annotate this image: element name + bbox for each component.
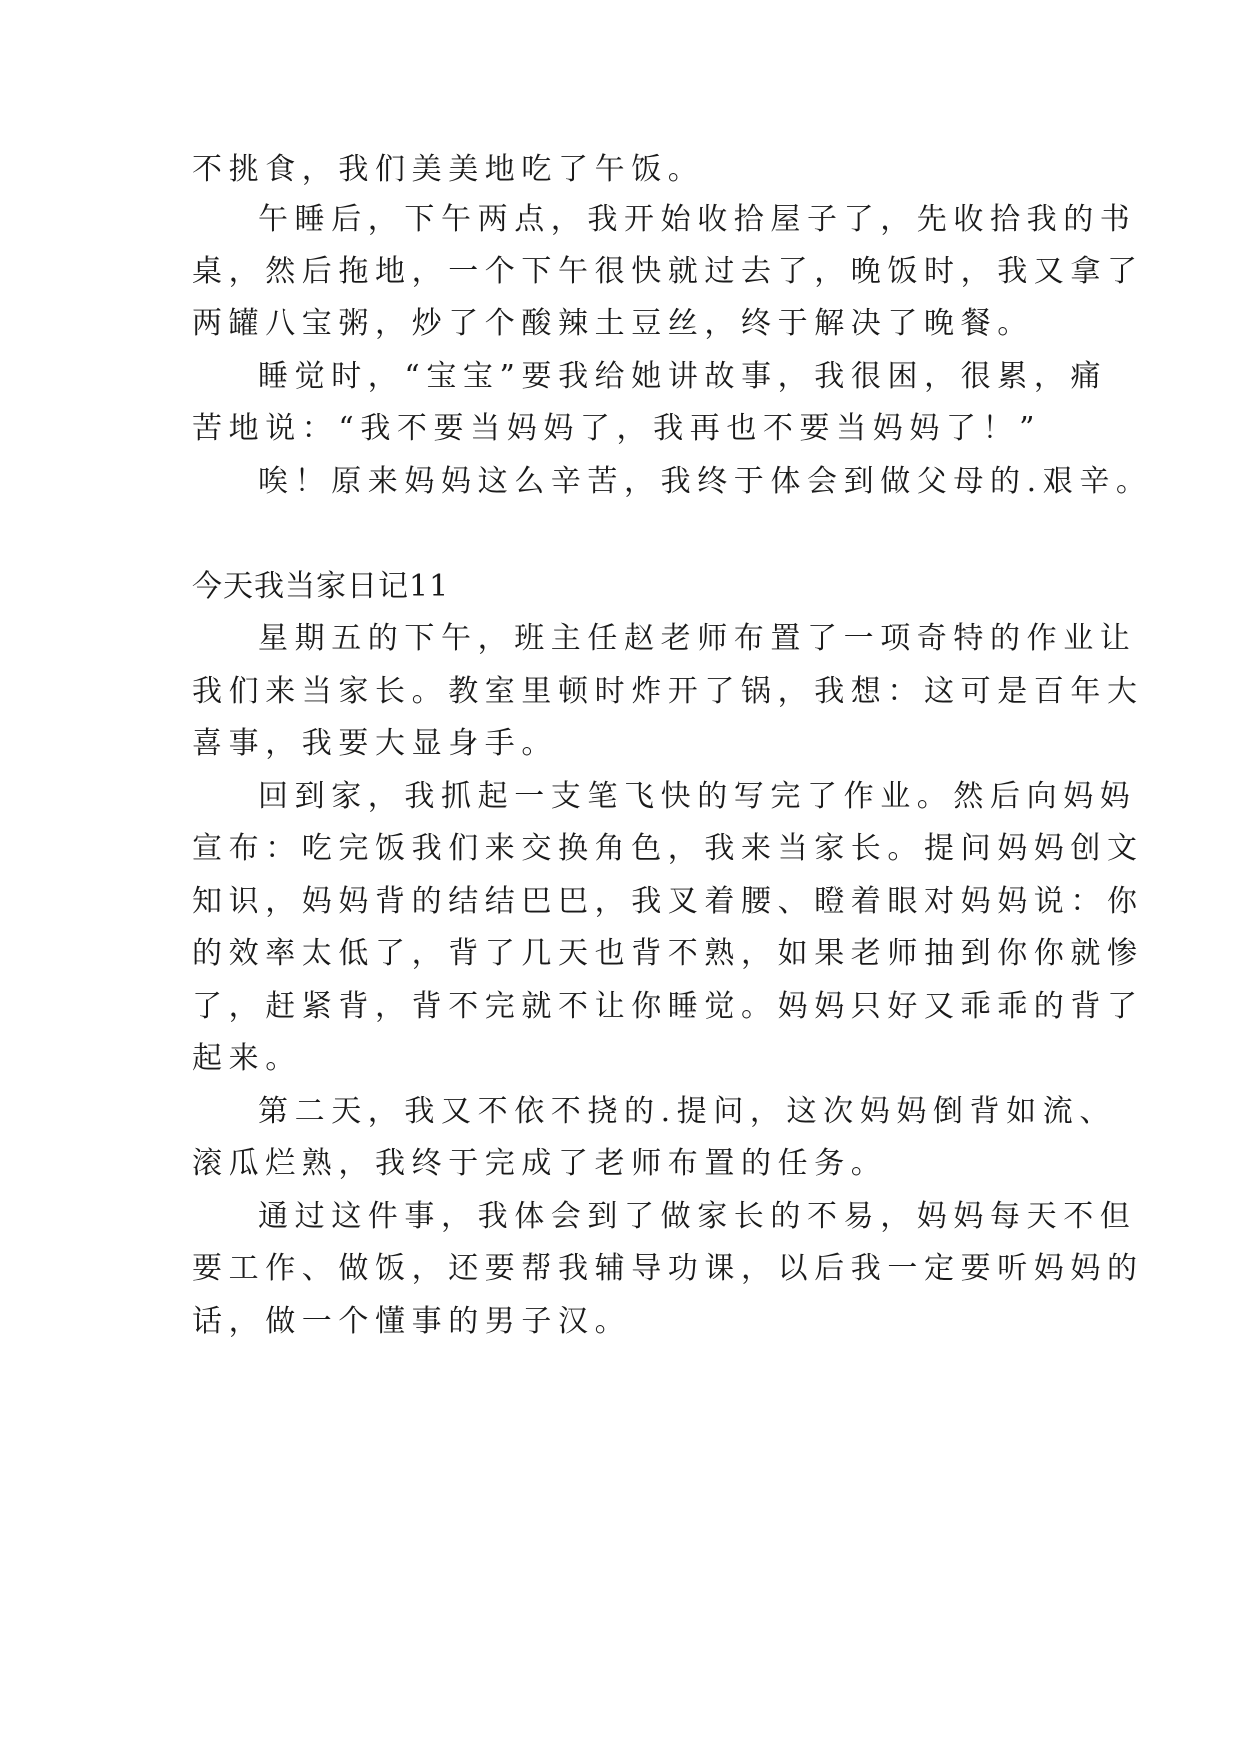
- paragraph-start-line: 睡觉时，“宝宝”要我给她讲故事，我很困，很累，痛: [258, 359, 1108, 394]
- paragraph-start-line: 回到家，我抓起一支笔飞快的写完了作业。然后向妈妈: [258, 779, 1137, 814]
- paragraph-start-line: 午睡后，下午两点，我开始收拾屋子了，先收拾我的书: [258, 202, 1137, 237]
- text-line: 我们来当家长。教室里顿时炸开了锅，我想：这可是百年大: [192, 674, 1144, 709]
- paragraph-start-line: 通过这件事，我体会到了做家长的不易，妈妈每天不但: [258, 1199, 1137, 1234]
- text-line: 滚瓜烂熟，我终于完成了老师布置的任务。: [192, 1146, 888, 1181]
- paragraph-start-line: 星期五的下午，班主任赵老师布置了一项奇特的作业让: [258, 621, 1137, 656]
- text-line: 桌，然后拖地，一个下午很快就过去了，晚饭时，我又拿了: [192, 254, 1144, 289]
- text-line: 喜事，我要大显身手。: [192, 726, 558, 761]
- text-line: 知识，妈妈背的结结巴巴，我叉着腰、瞪着眼对妈妈说：你: [192, 884, 1144, 919]
- text-line: 的效率太低了，背了几天也背不熟，如果老师抽到你你就惨: [192, 936, 1144, 971]
- text-line: 话，做一个懂事的男子汉。: [192, 1304, 632, 1339]
- text-line: 不挑食，我们美美地吃了午饭。: [192, 152, 705, 187]
- text-line: 要工作、做饭，还要帮我辅导功课，以后我一定要听妈妈的: [192, 1251, 1144, 1286]
- text-line: 宣布：吃完饭我们来交换角色，我来当家长。提问妈妈创文: [192, 831, 1144, 866]
- section-title: 今天我当家日记11: [192, 569, 450, 604]
- paragraph-start-line: 第二天，我又不依不挠的.提问，这次妈妈倒背如流、: [258, 1094, 1116, 1129]
- text-line: 起来。: [192, 1041, 302, 1076]
- text-line: 了，赶紧背，背不完就不让你睡觉。妈妈只好又乖乖的背了: [192, 989, 1144, 1024]
- text-line: 两罐八宝粥，炒了个酸辣土豆丝，终于解决了晚餐。: [192, 306, 1034, 341]
- text-line: 苦地说：“我不要当妈妈了，我再也不要当妈妈了！”: [192, 411, 1042, 446]
- paragraph-start-line: 唉！原来妈妈这么辛苦，我终于体会到做父母的.艰辛。: [258, 464, 1153, 499]
